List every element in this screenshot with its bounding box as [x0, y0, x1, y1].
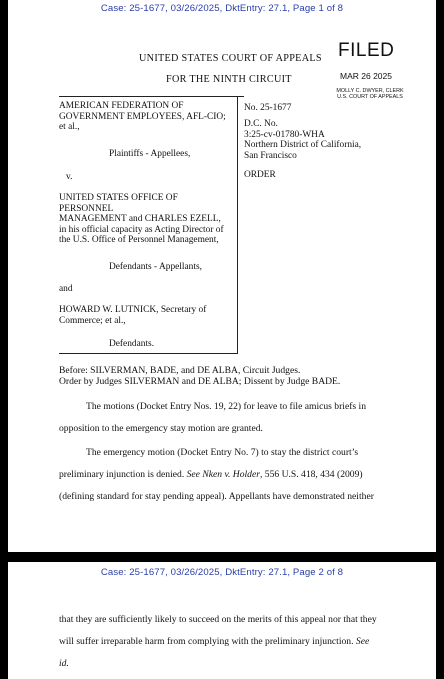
and-connector: and — [59, 284, 73, 294]
additional-defendant-names: HOWARD W. LUTNICK, Secretary of Commerce; et al., — [59, 305, 207, 326]
docket-header: Case: 25-1677, 03/26/2025, DktEntry: 27.1, Page 1 of 8 — [100, 3, 344, 14]
paragraph-2-line-3: (defining standard for stay pending appeal). Appellants have demonstrated neither — [59, 491, 374, 502]
filed-date: MAR 26 2025 — [340, 71, 392, 81]
district-court-info: D.C. No. 3:25-cv-01780-WHA Northern District of California, San Francisco — [244, 119, 362, 161]
defendant-names: UNITED STATES OFFICE OF PERSONNEL MANAGEMENT and CHARLES EZELL, in his official capacity as Acting Director of the U.S. Office of Personnel Management, — [59, 193, 224, 246]
court-name: UNITED STATES COURT OF APPEALS — [139, 53, 322, 64]
plaintiff-names: AMERICAN FEDERATION OF GOVERNMENT EMPLOYEES, AFL-CIO; et al., — [59, 101, 226, 133]
order-label: ORDER — [244, 170, 276, 180]
additional-defendant-role: Defendants. — [109, 339, 155, 349]
page-2-line-1: that they are sufficiently likely to succeed on the merits of this appeal nor that they — [59, 614, 377, 625]
versus: v. — [66, 172, 73, 182]
docket-header: Case: 25-1677, 03/26/2025, DktEntry: 27.1, Page 2 of 8 — [100, 567, 344, 578]
document-page-1 — [8, 0, 436, 552]
filed-stamp: FILED — [338, 40, 395, 61]
panel-judges: Before: SILVERMAN, BADE, and DE ALBA, Circuit Judges. Order by Judges SILVERMAN and DE ALBA; Dissent by Judge BADE. — [59, 365, 341, 387]
page-2-line-3: id. — [59, 658, 69, 669]
case-number: No. 25-1677 — [244, 103, 292, 113]
document-page-2 — [8, 562, 436, 679]
plaintiff-role: Plaintiffs - Appellees, — [109, 149, 191, 159]
caption-divider — [237, 96, 238, 354]
paragraph-1-line-1: The motions (Docket Entry Nos. 19, 22) for leave to file amicus briefs in — [86, 401, 367, 412]
clerk-stamp: MOLLY C. DWYER, CLERK U.S. COURT OF APPEALS — [336, 88, 404, 101]
page-2-line-2: will suffer irreparable harm from complying with the preliminary injunction. See — [59, 636, 370, 647]
paragraph-2-line-2: preliminary injunction is denied. See Nken v. Holder, 556 U.S. 418, 434 (2009) — [59, 469, 363, 480]
caption-bottom-rule — [59, 353, 238, 354]
paragraph-1-line-2: opposition to the emergency stay motion are granted. — [59, 423, 263, 434]
defendant-role: Defendants - Appellants, — [109, 262, 202, 272]
circuit-name: FOR THE NINTH CIRCUIT — [166, 74, 292, 85]
paragraph-2-line-1: The emergency motion (Docket Entry No. 7) to stay the district court’s — [86, 447, 359, 458]
caption-top-rule — [59, 96, 244, 97]
